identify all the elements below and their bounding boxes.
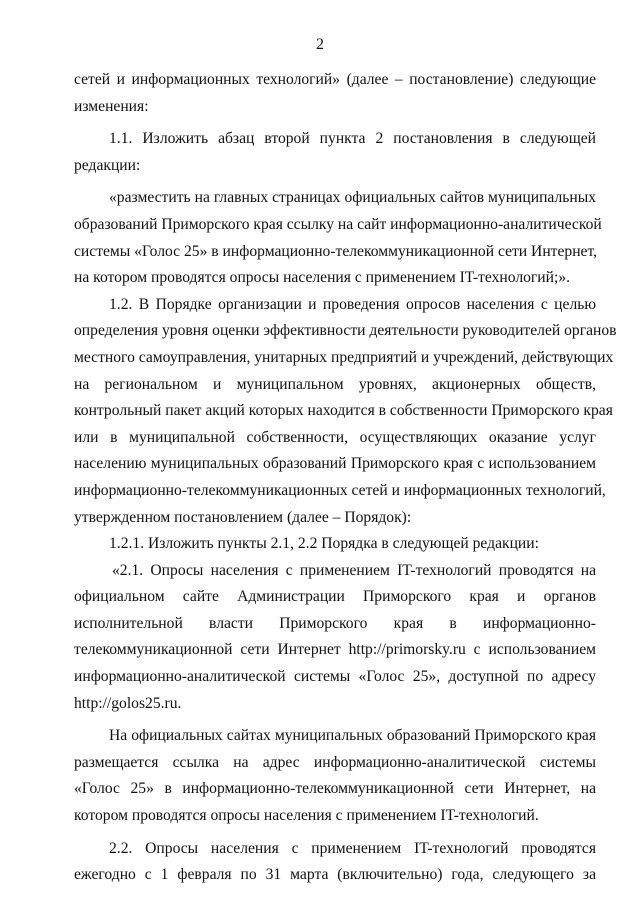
text-line: на региональном и муниципальном уровнях, акционерных обществ,	[74, 375, 596, 393]
paragraph-1-2-1	[74, 531, 596, 558]
text-line: «2.1. Опросы населения с применением IT-технологий проводятся на	[112, 561, 596, 579]
text-line: http://golos25.ru.	[74, 694, 182, 712]
text-line: на котором проводятся опросы населения с применением IT-технологий;».	[74, 269, 571, 287]
paragraph-2-1	[74, 558, 596, 718]
text-line: «Голос 25» в информационно-телекоммуникационной сети Интернет, на	[74, 780, 596, 798]
paragraph-sites	[74, 723, 596, 829]
text-line: населению муниципальных образований Приморского края с использованием	[74, 455, 596, 473]
text-line: размещается ссылка на адрес информационно-аналитической системы	[74, 753, 596, 771]
text-line: изменения:	[74, 97, 149, 115]
text-line: котором проводятся опросы населения с применением IT-технологий.	[74, 807, 539, 825]
text-line: исполнительной власти Приморского края в информационно-	[74, 614, 596, 632]
paragraph-1-1	[74, 126, 596, 179]
text-line: 1.2. В Порядке организации и проведения опросов населения с целью	[109, 295, 596, 313]
text-line: утвержденном постановлением (далее – Порядок):	[74, 508, 412, 526]
text-line: 2.2. Опросы населения с применением IT-технологий проводятся	[109, 839, 596, 857]
text-line: ежегодно с 1 февраля по 31 марта (включительно) года, следующего за	[74, 866, 596, 884]
document-body	[74, 67, 617, 889]
paragraph-2-2	[74, 836, 596, 889]
text-line: системы «Голос 25» в информационно-телекоммуникационной сети Интернет,	[74, 242, 597, 260]
text-line: образований Приморского края ссылку на сайт информационно-аналитической	[74, 215, 602, 233]
paragraph-1-2	[74, 292, 617, 531]
paragraph-quote-1	[74, 185, 602, 291]
text-line: «разместить на главных страницах официальных сайтов муниципальных	[109, 189, 596, 207]
text-line: сетей и информационных технологий» (далее – постановление) следующие	[74, 71, 596, 88]
text-line: определения уровня оценки эффективности деятельности руководителей органов	[74, 322, 617, 340]
text-line: или в муниципальной собственности, осуществляющих оказание услуг	[74, 428, 596, 446]
paragraph-intro	[74, 67, 596, 120]
text-line: На официальных сайтах муниципальных образований Приморского края	[109, 727, 596, 745]
text-line: местного самоуправления, унитарных предприятий и учреждений, действующих	[74, 348, 614, 366]
page-number: 2	[316, 36, 324, 53]
text-line: информационно-телекоммуникационных сетей и информационных технологий,	[74, 481, 606, 499]
text-line: редакции:	[74, 156, 141, 174]
text-line: контрольный пакет акций которых находится в собственности Приморского края	[74, 402, 613, 420]
text-line: телекоммуникационной сети Интернет http://primorsky.ru с использованием	[74, 641, 596, 659]
text-line: официальном сайте Администрации Приморского края и органов	[74, 588, 596, 606]
text-line: 1.2.1. Изложить пункты 2.1, 2.2 Порядка в следующей редакции:	[109, 535, 539, 553]
text-line: 1.1. Изложить абзац второй пункта 2 постановления в следующей	[109, 130, 596, 148]
text-line: информационно-аналитической системы «Голос 25», доступной по адресу	[74, 668, 596, 686]
